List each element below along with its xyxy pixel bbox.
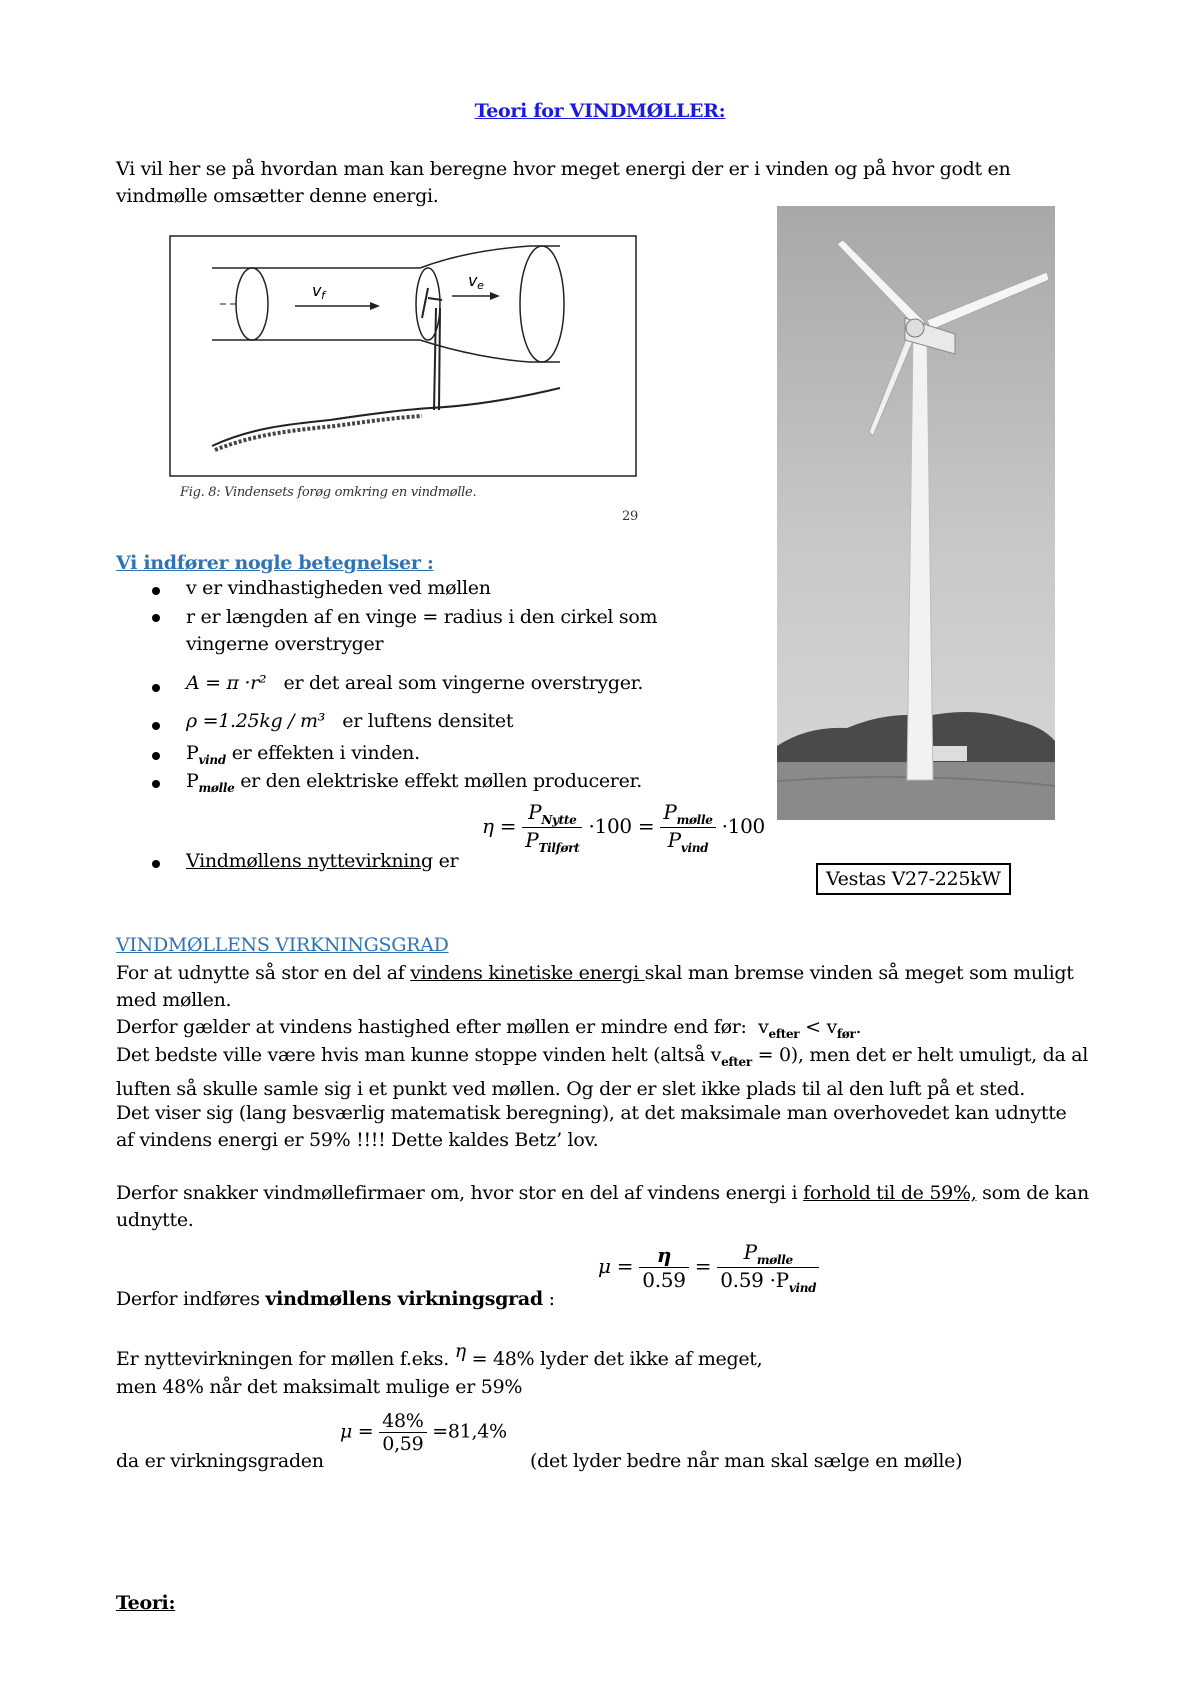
- p-molle-subscript: mølle: [198, 780, 235, 795]
- bullet-dot: [152, 752, 160, 760]
- paragraph-virkningsgrad-def: Derfor indføres vindmøllens virkningsgrad :: [116, 1288, 555, 1310]
- notation-item-pvind: [186, 742, 420, 767]
- paragraph-example: Er nyttevirkningen for møllen f.eks. η = 48% lyder det ikke af meget,: [116, 1340, 763, 1370]
- eta-formula: [482, 800, 765, 855]
- wind-flow-sketch: [160, 228, 650, 526]
- teori-heading: Teori:: [116, 1592, 176, 1614]
- eta-lhs: η =: [482, 814, 517, 838]
- mu-eq: =: [694, 1254, 712, 1278]
- mu-lhs: μ =: [598, 1254, 634, 1278]
- mu-result-formula: [340, 1410, 507, 1455]
- paragraph-result-note: (det lyder bedre når man skal sælge en mølle): [530, 1450, 963, 1472]
- notation-item-area: [186, 672, 643, 694]
- p-vind-description: er effekten i vinden.: [231, 742, 420, 764]
- eta-mult-1: ·100 =: [588, 814, 655, 838]
- diagram-caption: Fig. 8: Vindensets forøg omkring en vindmølle.: [180, 485, 477, 500]
- density-description: er luftens densitet: [342, 710, 514, 732]
- paragraph-companies: Derfor snakker vindmøllefirmaer om, hvor stor en del af vindens energi i forhold til de 59%, som de kan udnytte.: [116, 1182, 1089, 1231]
- p-molle-description: er den elektriske effekt møllen producerer.: [240, 770, 642, 792]
- bullet-dot: [152, 587, 160, 595]
- paragraph-kinetic-energy: For at udnytte så stor en del af vindens kinetiske energi skal man bremse vinden så meget som muligt med møllen.: [116, 962, 1074, 1011]
- p-vind-subscript: vind: [198, 752, 226, 767]
- turbine-photo: [777, 206, 1055, 820]
- area-formula: A = π ·r²: [186, 672, 267, 694]
- mu2-lhs: μ =: [340, 1420, 374, 1443]
- notation-item-pmolle: [186, 770, 642, 795]
- paragraph-betz-law: Det viser sig (lang besværlig matematisk beregning), at det maksimale man overhovedet kan udnytte af vindens energi er 59% !!!! Dette kaldes Betz’ lov.: [116, 1102, 1067, 1151]
- kinetic-energy-link: vindens kinetiske energi: [410, 962, 645, 984]
- virkningsgrad-term: vindmøllens virkningsgrad: [265, 1288, 543, 1310]
- paragraph-result-label: da er virkningsgraden: [116, 1450, 324, 1472]
- section-heading-virkningsgrad: VINDMØLLENS VIRKNINGSGRAD: [116, 934, 449, 956]
- diagram-page-number: 29: [622, 509, 638, 524]
- page-title: Teori for VINDMØLLER:: [474, 100, 726, 122]
- paragraph-stop-wind: Det bedste ville være hvis man kunne stoppe vinden helt (altså $v_{efter} = 0$), men det er helt umuligt, da al luften så skulle samle sig i et punkt ved møllen. Og der er slet ikke plads til al den luft på et sted.: [116, 1044, 1089, 1100]
- notation-item-efficiency: [186, 850, 458, 872]
- label-v-after: ve: [468, 271, 484, 292]
- density-formula: ρ =1.25kg / m³: [186, 710, 326, 732]
- paragraph-velocity: Derfor gælder at vindens hastighed efter møllen er mindre end før: $v_{efter} < v_{før}$.: [116, 1016, 862, 1041]
- bullet-dot: [152, 614, 160, 622]
- turbine-illustration: [777, 206, 1055, 820]
- efficiency-er: er: [438, 850, 459, 872]
- p-vind-symbol: P: [186, 742, 199, 764]
- mu-fraction-2: $\frac{P_{mølle}}{0.59 \cdot P_{vind}}$: [717, 1240, 819, 1295]
- notation-item-v: v er vindhastigheden ved møllen: [186, 577, 491, 599]
- label-v-before: vf: [312, 281, 325, 302]
- relative-59-link: forhold til de 59%,: [803, 1182, 977, 1204]
- eta-fraction-2: $\frac{P_{mølle}}{P_{vind}}$: [660, 800, 715, 855]
- eta-symbol: η: [454, 1340, 466, 1362]
- area-description: er det areal som vingerne overstryger.: [283, 672, 644, 694]
- bullet-dot: [152, 684, 160, 692]
- bullet-dot: [152, 780, 160, 788]
- eta-fraction-1: $\frac{P_{Nytte}}{P_{Tilført}}$: [522, 800, 582, 855]
- bullet-dot: [152, 722, 160, 730]
- wind-flow-diagram: [160, 228, 650, 526]
- bullet-dot: [152, 860, 160, 868]
- mu-formula: [598, 1240, 819, 1295]
- eta-mult-2: ·100: [721, 814, 765, 838]
- photo-caption: Vestas V27-225kW: [816, 863, 1011, 895]
- notation-heading: Vi indfører nogle betegnelser :: [116, 552, 434, 574]
- mu2-rhs: =81,4%: [432, 1420, 507, 1443]
- mu-fraction-1: $\frac{\eta}{0.59}$: [639, 1243, 688, 1292]
- p-molle-symbol: P: [186, 770, 199, 792]
- intro-paragraph: Vi vil her se på hvordan man kan beregne hvor meget energi der er i vinden og på hvor godt en vindmølle omsætter denne energi.: [116, 158, 1011, 207]
- efficiency-label: Vindmøllens nyttevirkning: [186, 850, 433, 872]
- notation-item-r: r er længden af en vinge = radius i den cirkel som vingerne overstryger: [186, 606, 658, 655]
- paragraph-max-59: men 48% når det maksimalt mulige er 59%: [116, 1376, 523, 1398]
- notation-item-density: [186, 710, 513, 732]
- mu2-fraction: $\frac{48\%}{0,59}$: [379, 1410, 426, 1455]
